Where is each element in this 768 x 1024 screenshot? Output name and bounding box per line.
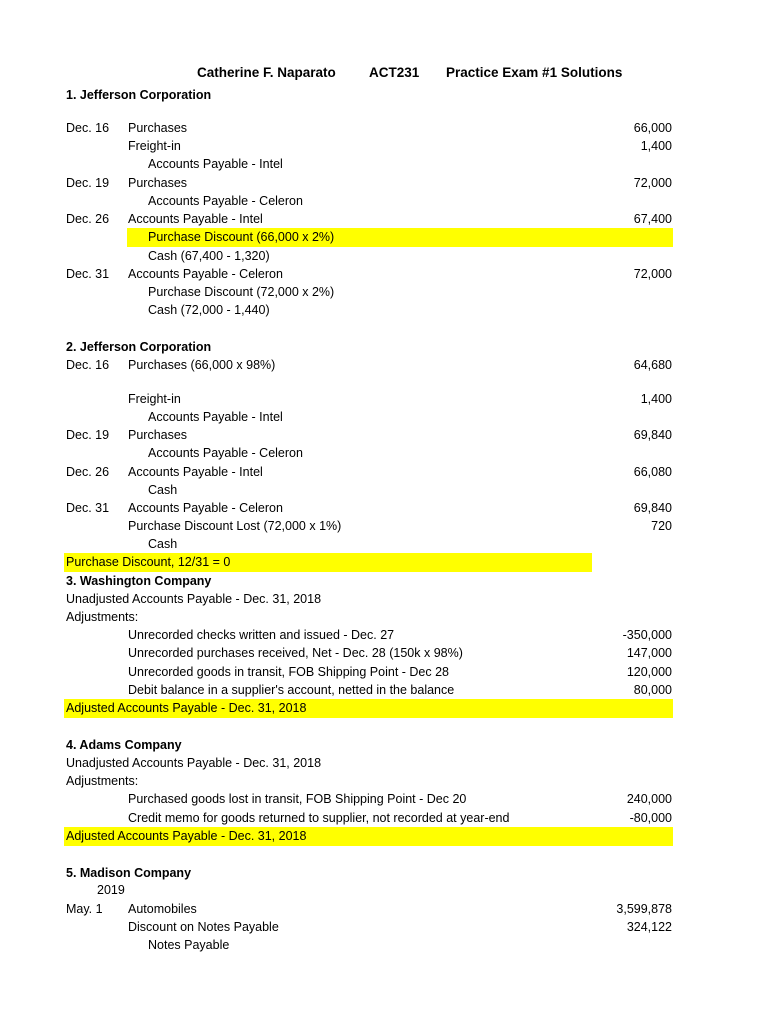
sheet-row [0,192,768,210]
account-label: Accounts Payable - Intel [128,465,263,479]
sheet-row [0,338,768,356]
amount-cell: 147,000 [626,646,672,660]
entry-date: Dec. 26 [66,465,110,479]
account-label: Freight-in [128,392,181,406]
amount-cell: 1,400 [640,392,672,406]
account-label: Adjustments: [66,774,139,788]
account-label: Purchases [128,121,188,135]
account-label: Purchases (66,000 x 98%) [128,358,276,372]
sheet-row [0,86,768,104]
sheet-row [0,265,768,283]
sheet-row [0,809,768,827]
account-label: Accounts Payable - Intel [148,157,283,171]
account-label: Adjusted Accounts Payable - Dec. 31, 2018 [66,829,307,843]
amount-cell: 1,400 [640,139,672,153]
account-label: Purchase Discount, 12/31 = 0 [66,555,231,569]
account-label: Accounts Payable - Celeron [148,194,303,208]
section-heading: 5. Madison Company [66,866,192,880]
sheet-row [0,301,768,319]
sheet-row [0,535,768,553]
sheet-row [0,736,768,754]
sheet-row [0,499,768,517]
amount-cell: 69,840 [633,428,672,442]
account-label: Freight-in [128,139,181,153]
sheet-row [0,408,768,426]
sheet-row [0,553,768,571]
amount-cell: 324,122 [626,920,672,934]
entry-date: Dec. 19 [66,176,110,190]
sheet-row [0,283,768,301]
account-label: Accounts Payable - Intel [148,410,283,424]
sheet-row [0,699,768,717]
entry-date: Dec. 31 [66,267,110,281]
sheet-row [0,754,768,772]
account-label: Cash [148,537,178,551]
section-heading: 4. Adams Company [66,738,182,752]
sheet-row [0,174,768,192]
amount-cell: 66,080 [633,465,672,479]
account-label: Cash (67,400 - 1,320) [148,249,270,263]
sheet-row [0,900,768,918]
sheet-row [0,228,768,246]
amount-cell: -350,000 [622,628,672,642]
amount-cell: 72,000 [633,267,672,281]
account-label: Adjusted Accounts Payable - Dec. 31, 2018 [66,701,307,715]
account-label: Automobiles [128,902,197,916]
account-label: Notes Payable [148,938,230,952]
sheet-row [0,426,768,444]
account-label: Credit memo for goods returned to supplier, not recorded at year-end [128,811,510,825]
amount-cell: 69,840 [633,501,672,515]
entry-date: Dec. 16 [66,121,110,135]
entry-date: May. 1 [66,902,103,916]
account-label: Purchases [128,428,188,442]
amount-cell: 72,000 [633,176,672,190]
sheet-row [0,247,768,265]
account-label: Unrecorded goods in transit, FOB Shipping Point - Dec 28 [128,665,450,679]
account-label: Purchases [128,176,188,190]
account-label: Accounts Payable - Intel [128,212,263,226]
account-label: Debit balance in a supplier's account, netted in the balance [128,683,455,697]
account-label: Accounts Payable - Celeron [148,446,303,460]
amount-cell: 120,000 [626,665,672,679]
amount-cell: 64,680 [633,358,672,372]
entry-date: Dec. 16 [66,358,110,372]
sheet-row [0,790,768,808]
account-label: Discount on Notes Payable [128,920,279,934]
account-label: Accounts Payable - Celeron [128,501,283,515]
account-label: Purchase Discount (66,000 x 2%) [148,230,335,244]
sheet-row [0,626,768,644]
sheet-row [0,119,768,137]
account-label: Purchase Discount Lost (72,000 x 1%) [128,519,342,533]
account-label: Cash (72,000 - 1,440) [148,303,270,317]
amount-cell: 240,000 [626,792,672,806]
amount-cell: 3,599,878 [616,902,672,916]
amount-cell: 80,000 [633,683,672,697]
sheet-row [0,827,768,845]
account-label: Unrecorded purchases received, Net - Dec. 28 (150k x 98%) [128,646,463,660]
document-title: Practice Exam #1 Solutions [446,65,623,80]
sheet-row [0,444,768,462]
section-heading: 3. Washington Company [66,574,212,588]
amount-cell: -80,000 [629,811,672,825]
sheet-row [0,918,768,936]
sheet-row [0,517,768,535]
section-heading: 2. Jefferson Corporation [66,340,212,354]
amount-cell: 66,000 [633,121,672,135]
section-heading: 1. Jefferson Corporation [66,88,212,102]
sheet-row [0,772,768,790]
sheet-row [0,481,768,499]
sheet-row [0,681,768,699]
sheet-row [0,936,768,954]
account-label: Cash [148,483,178,497]
sheet-row [0,864,768,882]
entry-date: Dec. 26 [66,212,110,226]
author-name: Catherine F. Naparato [197,65,336,80]
sheet-row [0,881,768,899]
sheet-row [0,210,768,228]
account-label: Unrecorded checks written and issued - Dec. 27 [128,628,395,642]
sheet-row [0,137,768,155]
entry-date: Dec. 19 [66,428,110,442]
sheet-row [0,390,768,408]
sheet-row [0,590,768,608]
account-label: Purchase Discount (72,000 x 2%) [148,285,335,299]
account-label: Purchased goods lost in transit, FOB Shipping Point - Dec 20 [128,792,467,806]
sheet-row [0,663,768,681]
sheet-row [0,572,768,590]
sheet-row [0,608,768,626]
sheet-row [0,356,768,374]
account-label: Unadjusted Accounts Payable - Dec. 31, 2018 [66,756,322,770]
account-label: Accounts Payable - Celeron [128,267,283,281]
account-label: Unadjusted Accounts Payable - Dec. 31, 2018 [66,592,322,606]
amount-cell: 720 [651,519,672,533]
sheet-row [0,155,768,173]
amount-cell: 67,400 [633,212,672,226]
entry-date: Dec. 31 [66,501,110,515]
account-label: Adjustments: [66,610,139,624]
account-label: 2019 [97,883,125,897]
sheet-row [0,463,768,481]
sheet-row [0,644,768,662]
course-code: ACT231 [369,65,420,80]
